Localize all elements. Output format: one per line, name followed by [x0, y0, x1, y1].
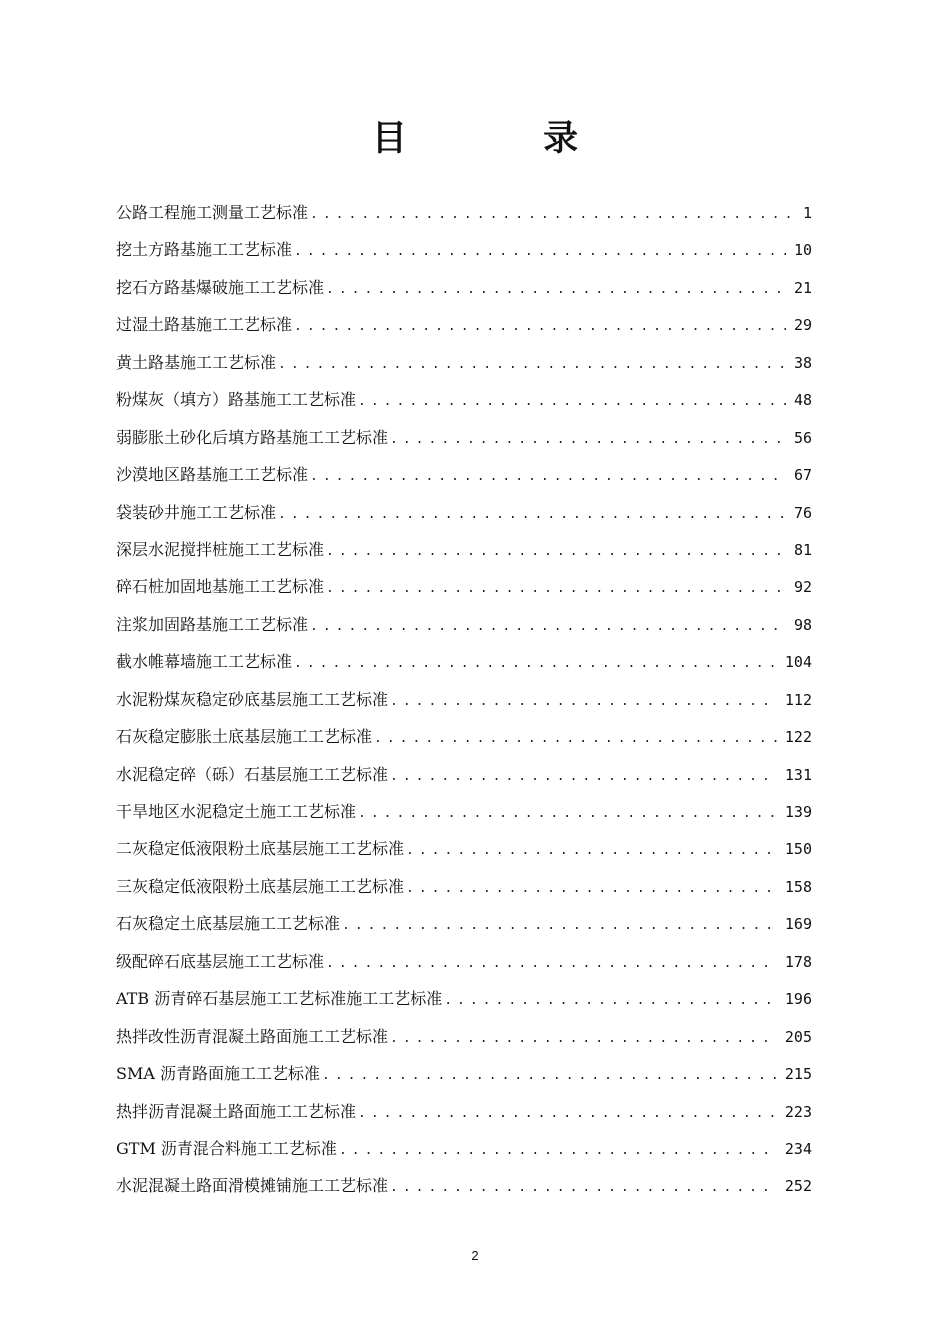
toc-entry[interactable]	[116, 419, 812, 456]
toc-entry-label: 截水帷幕墙施工工艺标准	[116, 652, 293, 672]
toc-dot-leader	[390, 683, 777, 720]
toc-entry-label: 公路工程施工测量工艺标准	[116, 203, 309, 222]
toc-entry[interactable]	[116, 494, 812, 531]
toc-dot-leader	[322, 1057, 777, 1094]
toc-entry[interactable]	[116, 531, 812, 568]
toc-entry-label: 过湿土路基施工工艺标准	[116, 315, 293, 335]
toc-entry-page-number: 98	[793, 615, 812, 634]
toc-entry-page-number: 1	[802, 204, 812, 222]
toc-entry-label: ATB 沥青碎石基层施工工艺标准施工工艺标准	[116, 989, 443, 1009]
toc-dot-leader	[326, 271, 786, 308]
toc-dot-leader	[342, 907, 777, 944]
toc-entry-page-number: 131	[784, 765, 812, 784]
toc-dot-leader	[358, 383, 786, 420]
toc-entry[interactable]	[116, 905, 812, 942]
toc-entry-page-number: 112	[784, 690, 812, 709]
toc-entry-page-number: 38	[793, 353, 812, 372]
toc-entry-page-number: 234	[784, 1139, 812, 1158]
toc-entry[interactable]	[116, 194, 812, 231]
toc-dot-leader	[390, 1020, 777, 1057]
toc-dot-leader	[390, 758, 777, 795]
toc-entry[interactable]	[116, 643, 812, 680]
toc-entry-label: 水泥稳定碎（砾）石基层施工工艺标准	[116, 764, 389, 784]
toc-entry[interactable]	[116, 681, 812, 718]
toc-entry[interactable]	[116, 381, 812, 418]
toc-entry[interactable]	[116, 606, 812, 643]
toc-dot-leader	[390, 421, 786, 458]
toc-entry-page-number: 122	[784, 728, 812, 747]
toc-entry-label: 三灰稳定低液限粉土底基层施工工艺标准	[116, 876, 405, 896]
toc-entry-page-number: 104	[784, 653, 812, 672]
toc-entry-page-number: 169	[784, 915, 812, 934]
toc-entry-label: 弱膨胀土砂化后填方路基施工工艺标准	[116, 427, 389, 447]
toc-entry[interactable]	[116, 344, 812, 381]
toc-entry-label: 深层水泥搅拌桩施工工艺标准	[116, 539, 325, 559]
toc-dot-leader	[444, 982, 777, 1019]
toc-entry-label: 级配碎石底基层施工工艺标准	[116, 951, 325, 971]
toc-dot-leader	[310, 608, 786, 645]
toc-entry-label: 袋装砂井施工工艺标准	[116, 502, 277, 522]
toc-dot-leader	[294, 308, 786, 345]
toc-entry[interactable]	[116, 456, 812, 493]
toc-entry-label: 碎石桩加固地基施工工艺标准	[116, 577, 325, 597]
toc-entry-page-number: 158	[784, 877, 812, 896]
toc-entry-page-number: 139	[784, 803, 812, 821]
toc-entry-label: 黄土路基施工工艺标准	[116, 352, 277, 372]
toc-entry[interactable]	[116, 830, 812, 867]
toc-entry-label: 热拌改性沥青混凝土路面施工工艺标准	[116, 1026, 389, 1046]
toc-dot-leader	[310, 196, 795, 233]
toc-dot-leader	[326, 533, 786, 570]
toc-entry-page-number: 81	[793, 540, 812, 559]
toc-dot-leader	[339, 1132, 777, 1169]
toc-entry-page-number: 196	[784, 990, 812, 1009]
toc-entry-page-number: 92	[793, 578, 812, 597]
toc-entry-label: 挖石方路基爆破施工工艺标准	[116, 277, 325, 297]
toc-entry[interactable]	[116, 231, 812, 268]
toc-entry[interactable]	[116, 718, 812, 755]
toc-entry-page-number: 178	[784, 952, 812, 971]
toc-entry-label: 水泥粉煤灰稳定砂底基层施工工艺标准	[116, 689, 389, 709]
toc-dot-leader	[358, 1095, 777, 1132]
toc-dot-leader	[406, 870, 777, 907]
toc-entry-label: 挖土方路基施工工艺标准	[116, 240, 293, 260]
toc-entry-page-number: 29	[793, 316, 812, 335]
toc-dot-leader	[406, 832, 777, 869]
toc-entry[interactable]	[116, 1055, 812, 1092]
toc-entry-page-number: 252	[784, 1177, 812, 1196]
toc-entry-label: 热拌沥青混凝土路面施工工艺标准	[116, 1101, 357, 1121]
toc-entry[interactable]	[116, 868, 812, 905]
toc-entry-label: SMA 沥青路面施工工艺标准	[116, 1064, 320, 1084]
toc-entry-page-number: 150	[784, 840, 812, 859]
toc-entry-page-number: 48	[793, 391, 812, 410]
toc-entry[interactable]	[116, 568, 812, 605]
toc-entry[interactable]	[116, 269, 812, 306]
toc-entry-page-number: 56	[793, 428, 812, 447]
toc-entry-label: GTM 沥青混合料施工工艺标准	[116, 1138, 337, 1158]
toc-dot-leader	[310, 458, 786, 495]
toc-entry-page-number: 21	[793, 278, 812, 297]
toc-entry[interactable]	[116, 306, 812, 343]
toc-entry-label: 注浆加固路基施工工艺标准	[116, 614, 309, 634]
toc-entry[interactable]	[116, 1093, 812, 1130]
toc-entry-page-number: 10	[793, 241, 812, 260]
toc-entry[interactable]	[116, 980, 812, 1017]
toc-dot-leader	[278, 346, 786, 383]
toc-dot-leader	[294, 645, 777, 682]
toc-dot-leader	[374, 720, 777, 757]
toc-dot-leader	[278, 496, 786, 533]
table-of-contents	[116, 194, 812, 1205]
toc-entry[interactable]	[116, 756, 812, 793]
toc-entry-page-number: 205	[784, 1027, 812, 1046]
toc-dot-leader	[294, 233, 786, 270]
toc-entry[interactable]	[116, 943, 812, 980]
toc-entry[interactable]	[116, 1167, 812, 1204]
toc-entry[interactable]	[116, 1130, 812, 1167]
toc-entry-page-number: 223	[784, 1102, 812, 1121]
toc-entry-page-number: 215	[784, 1065, 812, 1084]
toc-entry-label: 二灰稳定低液限粉土底基层施工工艺标准	[116, 839, 405, 859]
footer-page-number: 2	[471, 1248, 479, 1263]
toc-entry-page-number: 76	[793, 503, 812, 522]
toc-entry-label: 石灰稳定土底基层施工工艺标准	[116, 914, 341, 934]
toc-entry[interactable]	[116, 1018, 812, 1055]
toc-entry[interactable]	[116, 793, 812, 830]
toc-entry-label: 干旱地区水泥稳定土施工工艺标准	[116, 802, 357, 821]
toc-dot-leader	[390, 1169, 777, 1206]
toc-entry-label: 石灰稳定膨胀土底基层施工工艺标准	[116, 727, 373, 747]
toc-dot-leader	[326, 570, 786, 607]
toc-entry-label: 水泥混凝土路面滑模摊铺施工工艺标准	[116, 1176, 389, 1196]
toc-entry-label: 沙漠地区路基施工工艺标准	[116, 465, 309, 485]
toc-entry-label: 粉煤灰（填方）路基施工工艺标准	[116, 390, 357, 410]
toc-entry-page-number: 67	[793, 466, 812, 485]
toc-dot-leader	[326, 945, 777, 982]
page-title: 目 录	[371, 118, 641, 159]
toc-dot-leader	[358, 795, 777, 832]
